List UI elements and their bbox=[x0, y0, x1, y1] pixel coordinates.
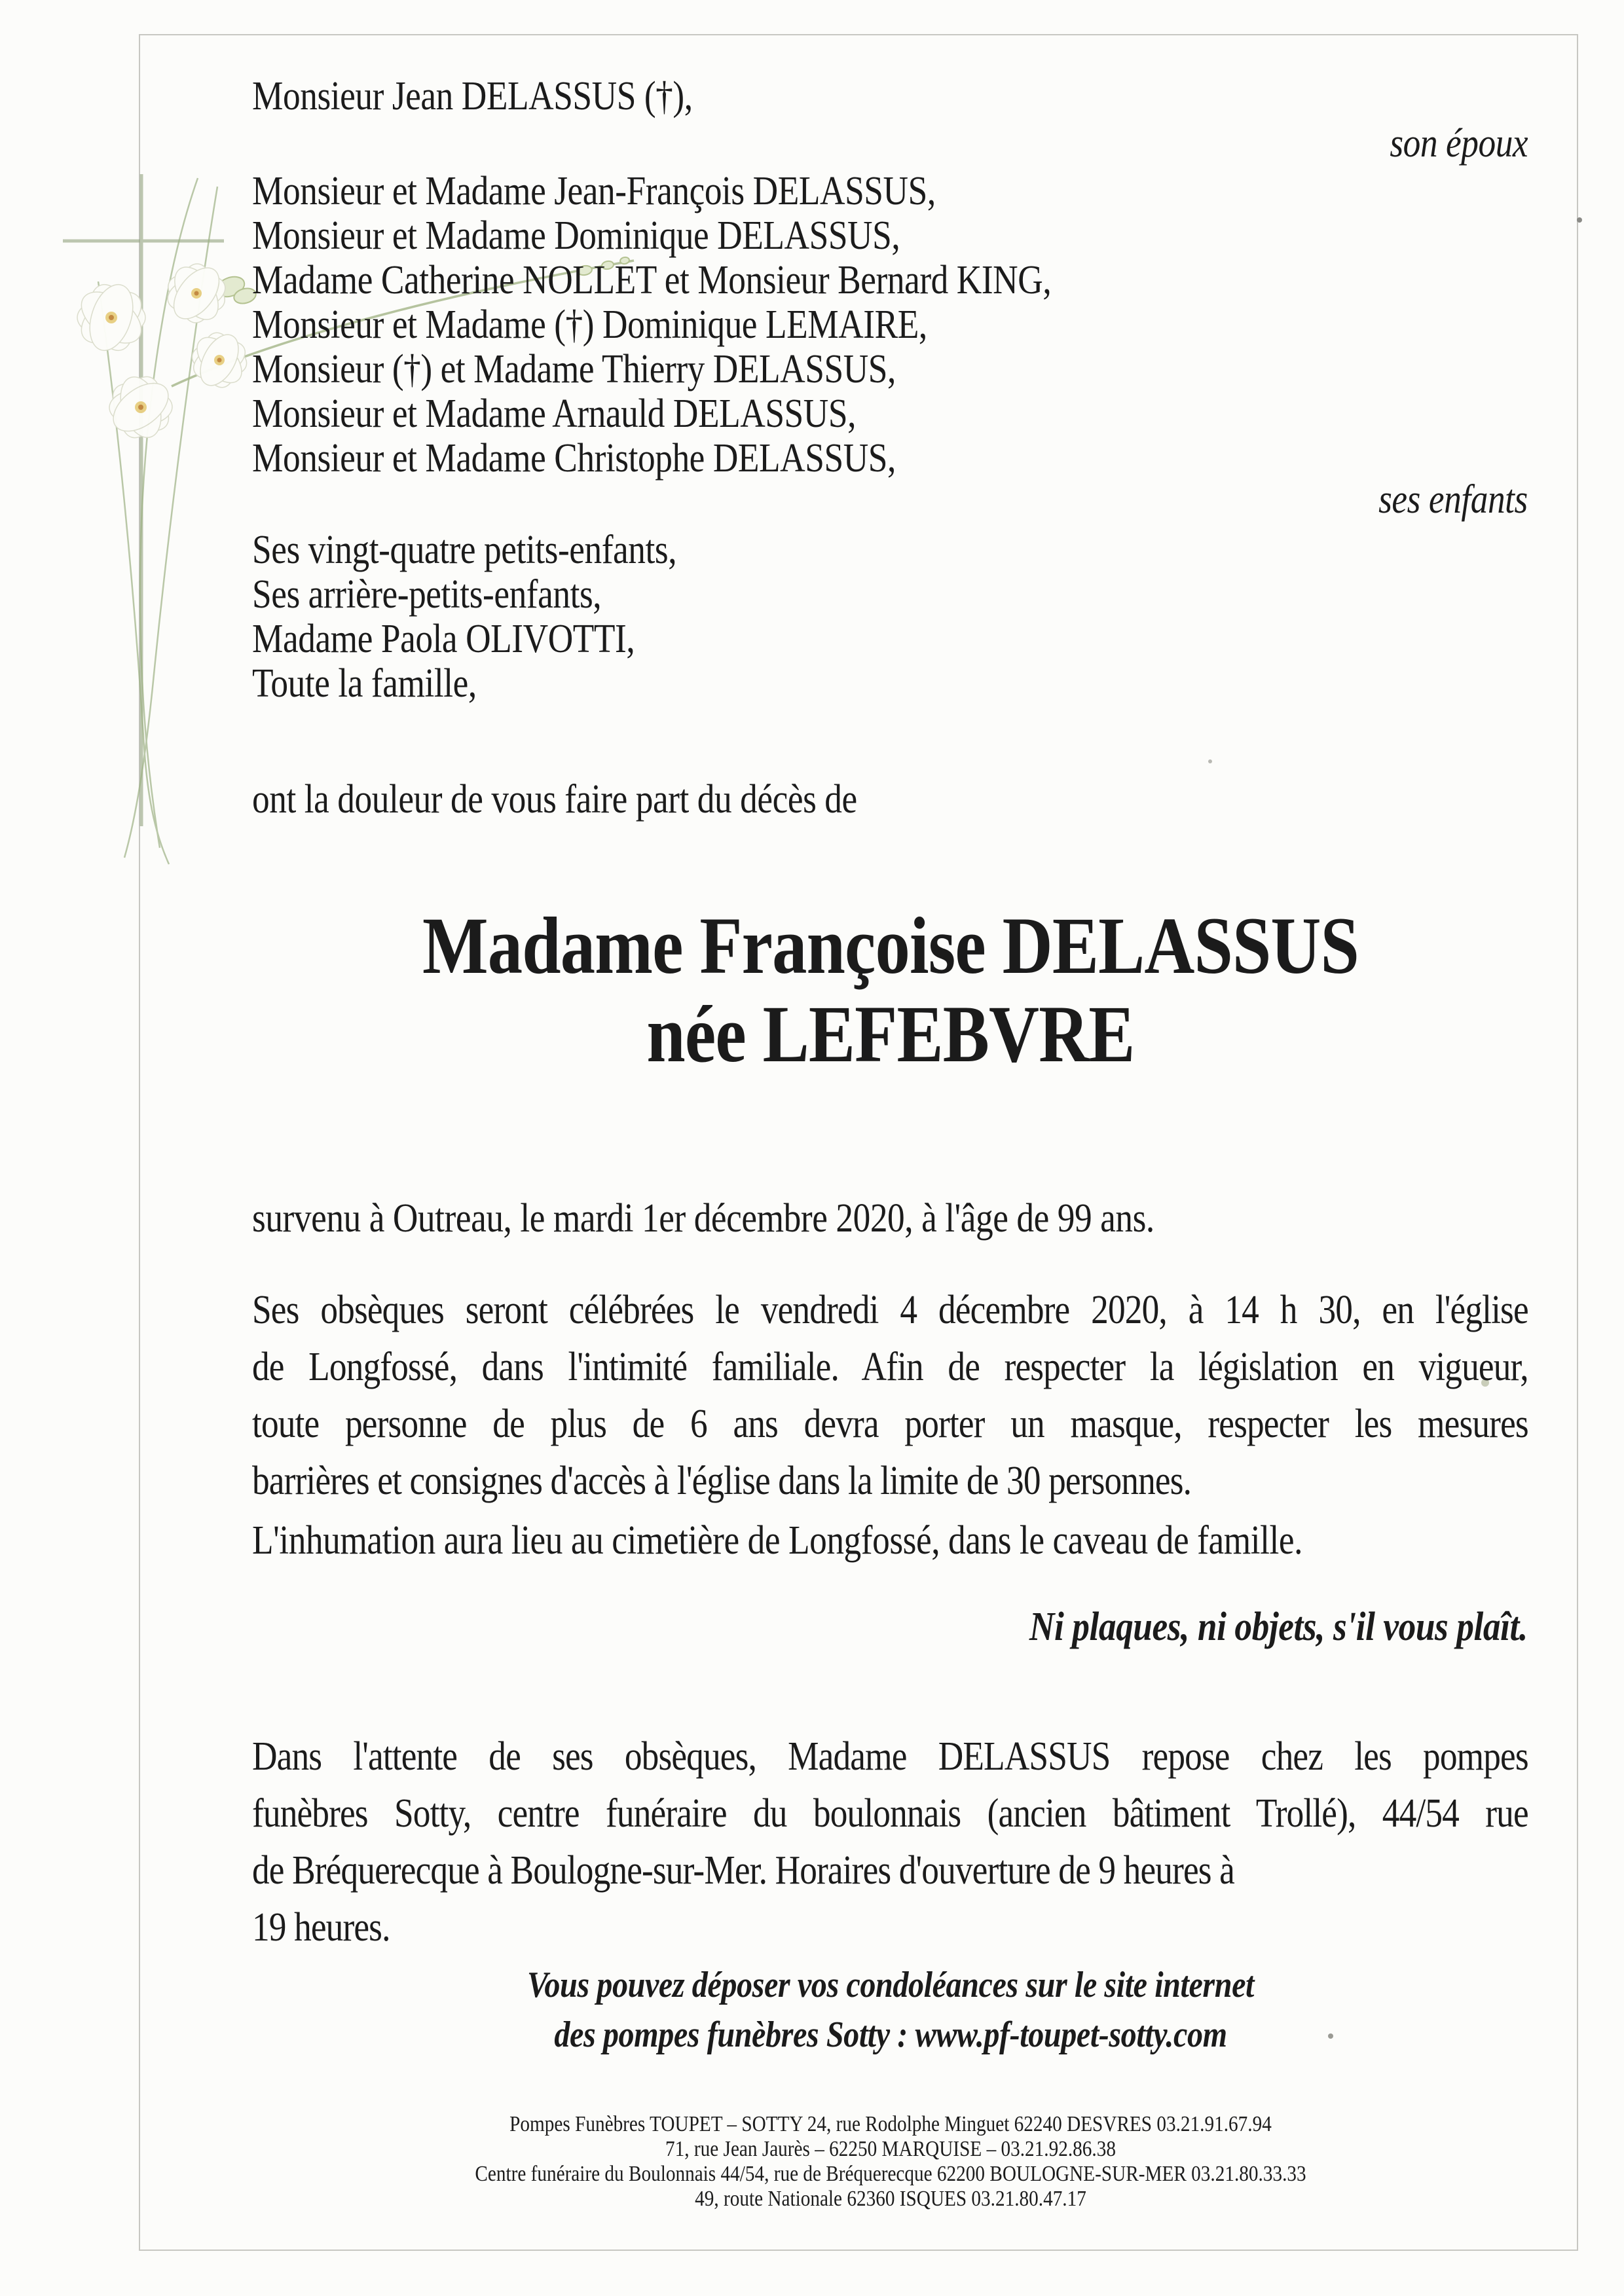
child-line: Monsieur et Madame Dominique DELASSUS, bbox=[252, 213, 900, 258]
repose-line: 19 heures. bbox=[252, 1905, 390, 1950]
condolences-website-line: des pompes funèbres Sotty : www.pf-toupet-sotty.com bbox=[554, 2014, 1227, 2055]
repose-line: Dans l'attente de ses obsèques, Madame DELASSUS repose chez les pompes bbox=[252, 1734, 1528, 1779]
relatives-list bbox=[252, 528, 1528, 706]
announcement-line: ont la douleur de vous faire part du décès de bbox=[252, 777, 857, 822]
child-line: Monsieur et Madame Christophe DELASSUS, bbox=[252, 436, 896, 481]
deceased-maiden-name: née LEFEBVRE bbox=[646, 989, 1135, 1079]
repose-line: funèbres Sotty, centre funéraire du boulonnais (ancien bâtiment Trollé), 44/54 rue bbox=[252, 1791, 1528, 1836]
ceremony-line: barrières et consignes d'accès à l'église dans la limite de 30 personnes. bbox=[252, 1459, 1192, 1503]
burial-line: L'inhumation aura lieu au cimetière de Longfossé, dans le caveau de famille. bbox=[252, 1518, 1303, 1563]
child-line: Monsieur et Madame Arnauld DELASSUS, bbox=[252, 392, 856, 436]
children-relation-label: ses enfants bbox=[1378, 477, 1528, 522]
repose-paragraph bbox=[252, 1728, 1528, 1956]
footer-address-line: 49, route Nationale 62360 ISQUES 03.21.80.47.17 bbox=[695, 2187, 1086, 2211]
relative-line: Ses vingt-quatre petits-enfants, bbox=[252, 528, 677, 572]
husband-line: Monsieur Jean DELASSUS (†), bbox=[252, 74, 693, 118]
footer-address-line: Pompes Funèbres TOUPET – SOTTY 24, rue Rodolphe Minguet 62240 DESVRES 03.21.91.67.94 bbox=[509, 2112, 1272, 2136]
ceremony-line: Ses obsèques seront célébrées le vendredi 4 décembre 2020, à 14 h 30, en l'église bbox=[252, 1288, 1528, 1332]
husband-relation-label: son époux bbox=[1390, 121, 1528, 166]
relative-line: Ses arrière-petits-enfants, bbox=[252, 572, 602, 617]
relative-line: Toute la famille, bbox=[252, 661, 477, 706]
no-plaques-request: Ni plaques, ni objets, s'il vous plaît. bbox=[1029, 1605, 1528, 1649]
footer-address-line: 71, rue Jean Jaurès – 62250 MARQUISE – 03.21.92.86.38 bbox=[665, 2137, 1116, 2161]
deceased-name-title: Madame Françoise DELASSUS bbox=[422, 901, 1359, 991]
child-line: Monsieur et Madame Jean-François DELASSUS, bbox=[252, 169, 936, 213]
ceremony-paragraph bbox=[252, 1282, 1528, 1510]
child-line: Monsieur et Madame (†) Dominique LEMAIRE, bbox=[252, 302, 927, 347]
child-line: Madame Catherine NOLLET et Monsieur Bernard KING, bbox=[252, 258, 1052, 302]
child-line: Monsieur (†) et Madame Thierry DELASSUS, bbox=[252, 347, 896, 392]
children-list bbox=[252, 169, 1528, 481]
ceremony-line: toute personne de plus de 6 ans devra porter un masque, respecter les mesures bbox=[252, 1402, 1528, 1446]
relative-line: Madame Paola OLIVOTTI, bbox=[252, 617, 635, 661]
condolences-line: Vous pouvez déposer vos condoléances sur le site internet bbox=[527, 1965, 1254, 2005]
footer-address-line: Centre funéraire du Boulonnais 44/54, rue de Bréquerecque 62200 BOULOGNE-SUR-MER 03.21.80.33.33 bbox=[475, 2162, 1306, 2186]
orchid-flowers bbox=[72, 259, 251, 443]
repose-line: de Bréquerecque à Boulogne-sur-Mer. Horaires d'ouverture de 9 heures à bbox=[252, 1848, 1234, 1893]
death-info-line: survenu à Outreau, le mardi 1er décembre 2020, à l'âge de 99 ans. bbox=[252, 1196, 1154, 1241]
ceremony-line: de Longfossé, dans l'intimité familiale. Afin de respecter la législation en vigueur, bbox=[252, 1345, 1528, 1389]
